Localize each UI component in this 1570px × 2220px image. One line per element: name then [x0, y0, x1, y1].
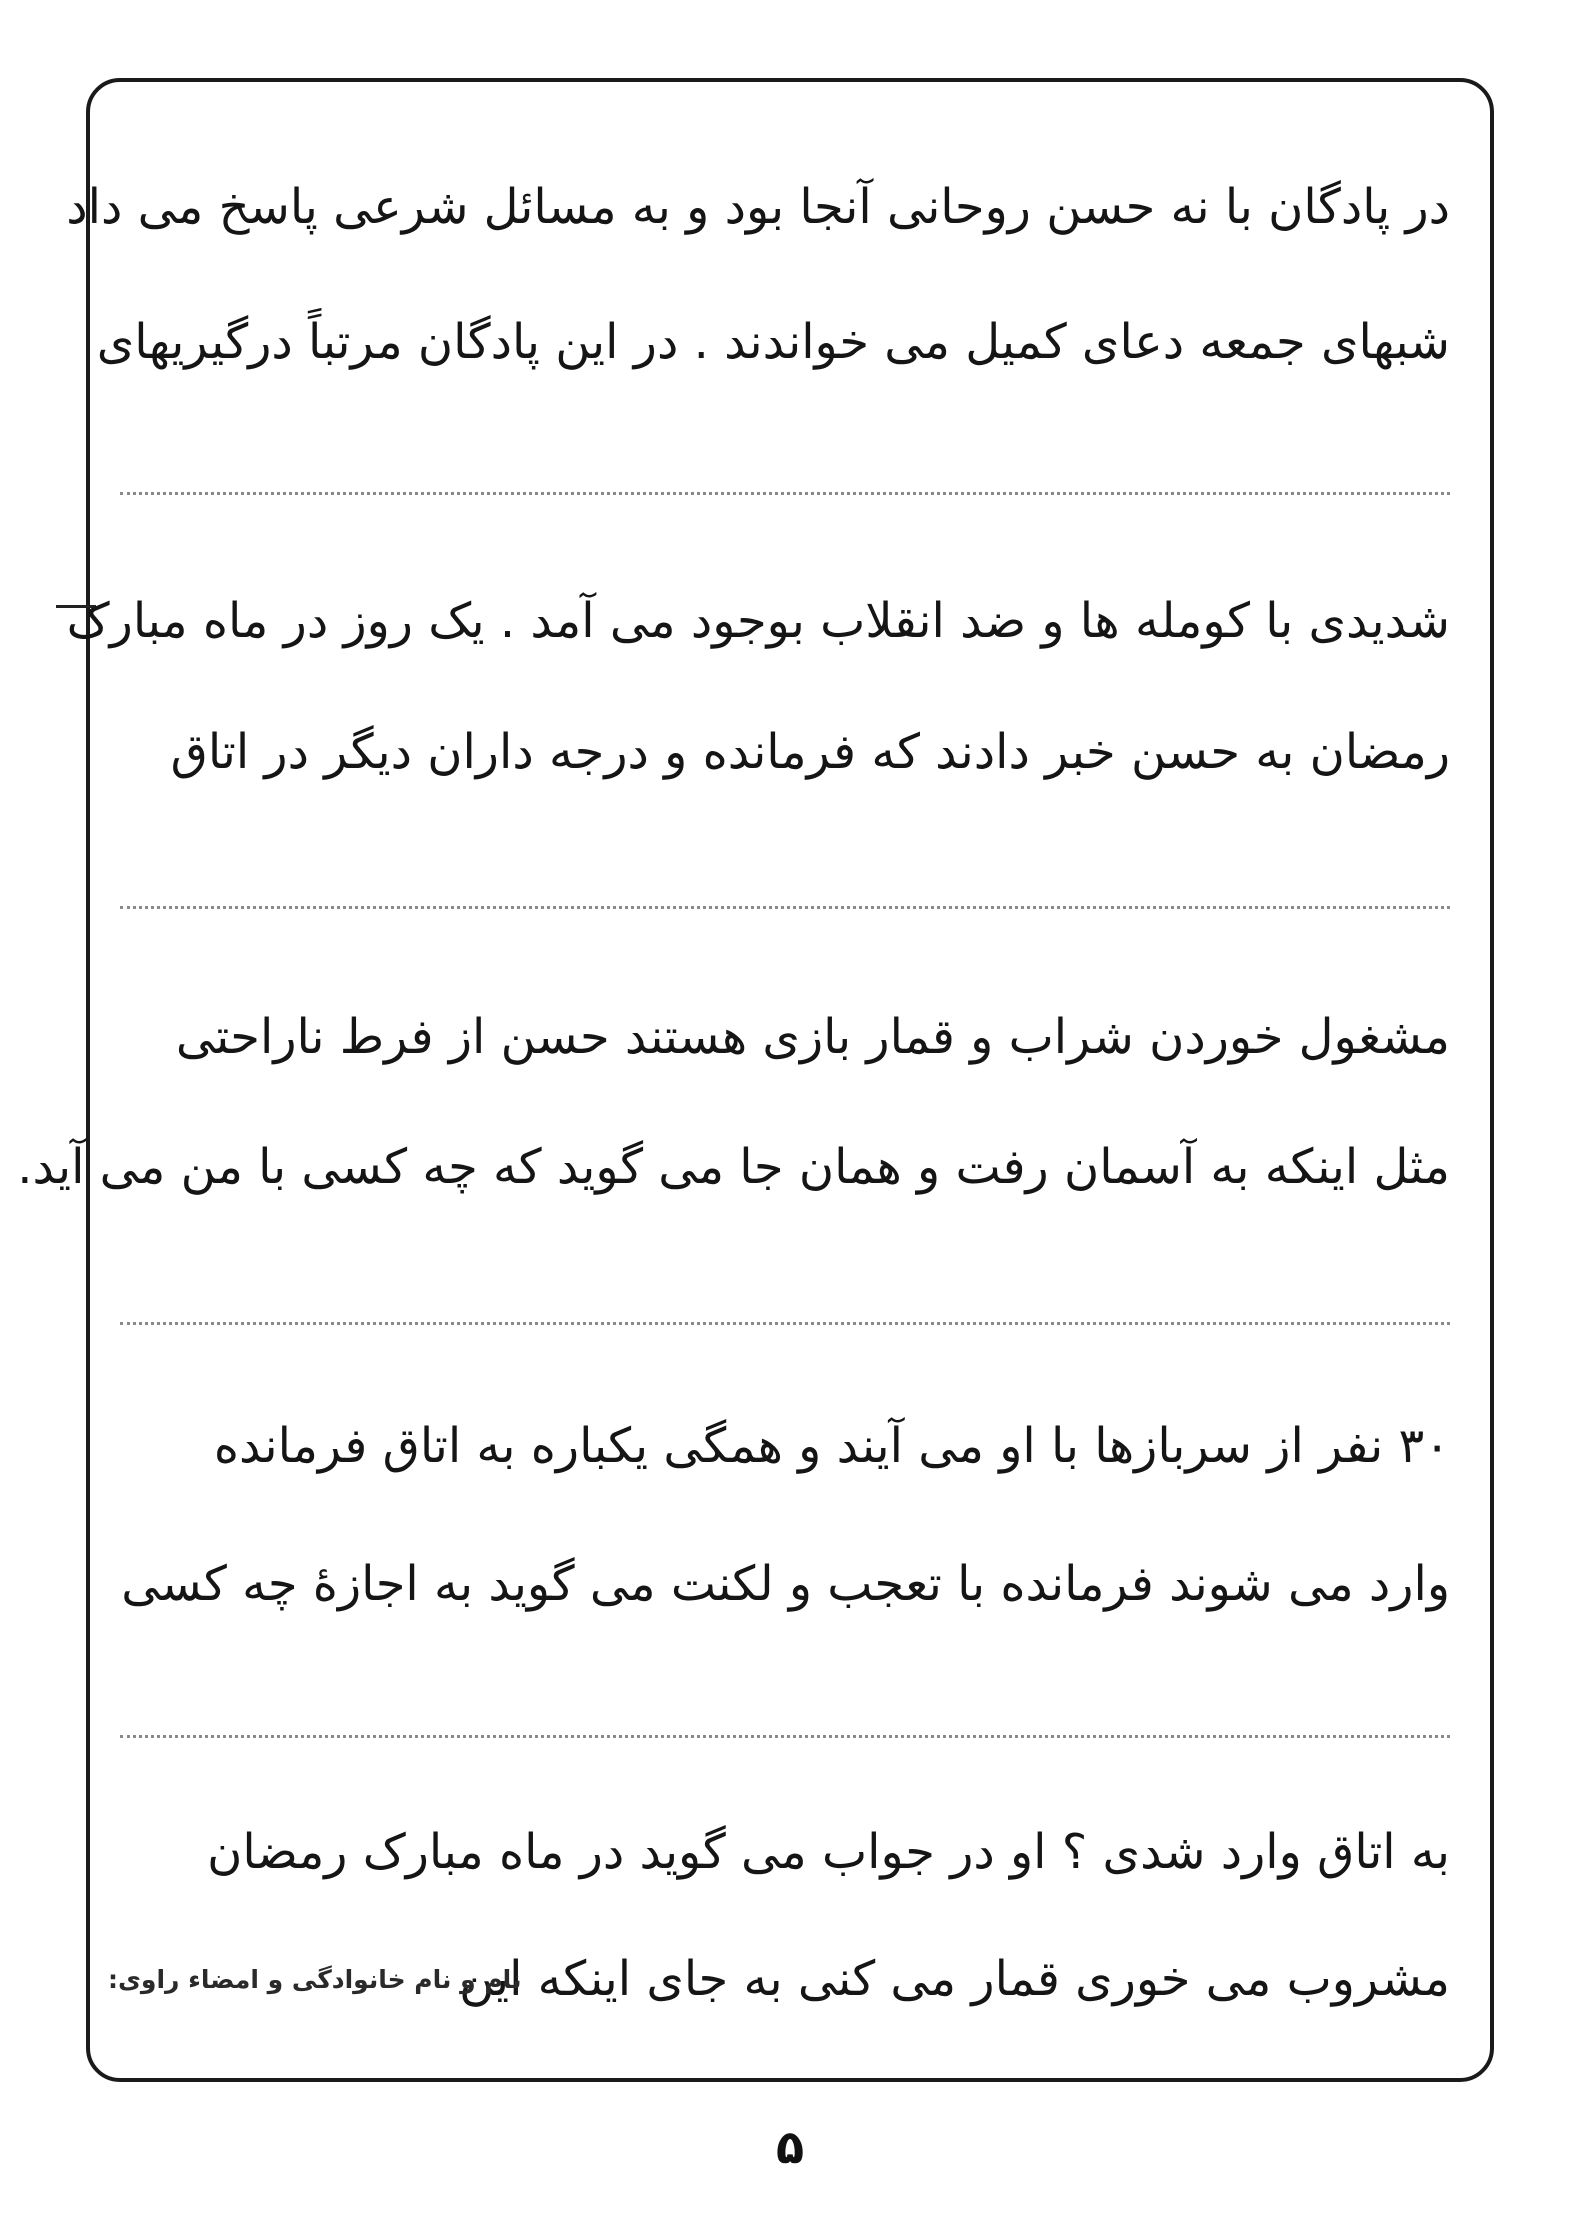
handwritten-line-9: به اتاق وارد شدی ؟ او در جواب می گوید در ماه مبارک رمضان — [207, 1824, 1450, 1880]
narrator-signature-label: نام و نام خانوادگی و امضاء راوی: — [108, 1965, 522, 1994]
handwritten-line-3: شدیدی با کومله ها و ضد انقلاب بوجود می آمد . یک روز در ماه مبارک — [66, 593, 1450, 649]
page-border-frame — [86, 78, 1494, 2082]
handwritten-line-1: در پادگان با نه حسن روحانی آنجا بود و به مسائل شرعی پاسخ می داد — [66, 179, 1450, 235]
handwritten-line-2: شبهای جمعه دعای کمیل می خواندند . در این پادگان مرتباً درگیریهای — [96, 314, 1450, 370]
dotted-rule — [120, 1735, 1450, 1738]
handwritten-line-10: مشروب می خوری قمار می کنی به جای اینکه این — [459, 1951, 1450, 2007]
handwritten-line-5: مشغول خوردن شراب و قمار بازی هستند حسن از فرط ناراحتی — [175, 1009, 1450, 1065]
page-number: ۵ — [775, 2120, 805, 2174]
dotted-rule — [120, 1322, 1450, 1325]
dotted-rule — [120, 492, 1450, 495]
handwritten-line-6: مثل اینکه به آسمان رفت و همان جا می گوید که چه کسی با من می آید. — [17, 1139, 1450, 1195]
dotted-rule — [120, 906, 1450, 909]
handwritten-line-7: ۳۰ نفر از سربازها با او می آیند و همگی یکباره به اتاق فرمانده — [213, 1418, 1450, 1474]
handwritten-line-4: رمضان به حسن خبر دادند که فرمانده و درجه داران دیگر در اتاق — [170, 724, 1450, 780]
handwritten-line-8: وارد می شوند فرمانده با تعجب و لکنت می گوید به اجازهٔ چه کسی — [121, 1556, 1450, 1612]
